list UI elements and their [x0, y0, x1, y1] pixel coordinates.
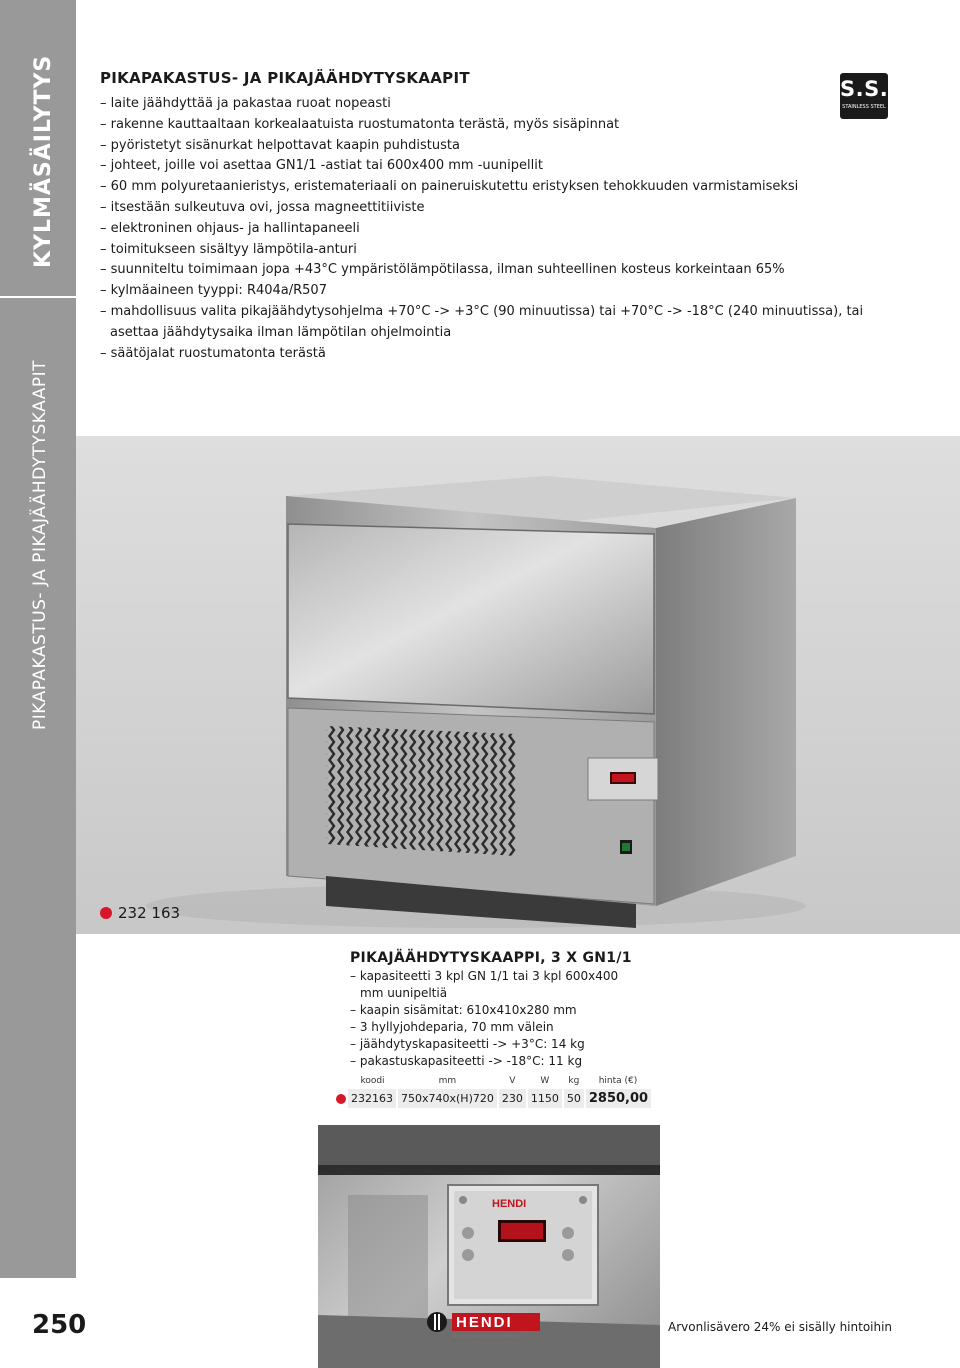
product-code-label: 232 163: [118, 904, 181, 922]
feature-item: – laite jäähdyttää ja pakastaa ruoat nopeasti: [100, 94, 870, 115]
badge-sub-text: STAINLESS STEEL: [842, 104, 886, 110]
feature-item: – pyöristetyt sisänurkat helpottavat kaapin puhdistusta: [100, 136, 870, 157]
cell-watts: 1150: [527, 1089, 563, 1108]
price-table: [348, 1076, 651, 1108]
feature-item: – johteet, joille voi asettaa GN1/1 -astiat tai 600x400 mm -uunipellit: [100, 156, 870, 177]
spec-item: – pakastuskapasiteetti -> -18°C: 11 kg: [350, 1053, 630, 1070]
hendi-logo-mark: [425, 1310, 545, 1340]
header-weight: kg: [568, 1076, 580, 1086]
feature-item: – 60 mm polyuretaanieristys, eristemateriaali on paineruiskutettu eristyksen tehokkuuden varmistamiseksi: [100, 177, 870, 198]
feature-item: – rakenne kauttaaltaan korkealaatuista ruostumatonta terästä, myös sisäpinnat: [100, 115, 870, 136]
panel-brand-text: HENDI: [492, 1198, 527, 1210]
stainless-steel-badge: [840, 73, 888, 119]
footer-brand-text: HENDI: [456, 1314, 513, 1331]
feature-item: – mahdollisuus valita pikajäähdytysohjelma +70°C -> +3°C (90 minuutissa) tai +70°C -> -18°C (240 minuutissa), tai asettaa jäähdytysaika ilman lämpötilan ohjelmointia: [100, 302, 870, 344]
product-photo: [76, 436, 960, 934]
section-title: KYLMÄSÄILYTYS: [31, 54, 56, 268]
feature-item: – elektroninen ohjaus- ja hallintapaneeli: [100, 219, 870, 240]
spec-item: – kaapin sisämitat: 610x410x280 mm: [350, 1002, 630, 1019]
product-code-dot: [100, 907, 112, 919]
table-row: [348, 1089, 651, 1108]
feature-item: – itsestään sulkeutuva ovi, jossa magneettitiiviste: [100, 198, 870, 219]
cell-voltage: 230: [498, 1089, 527, 1108]
header-price: hinta (€): [598, 1076, 638, 1086]
cell-weight: 50: [563, 1089, 585, 1108]
blast-chiller-illustration: [76, 436, 960, 934]
footer-brand-tagline: FOOD SERVICE EQUIPMENT: [452, 1334, 521, 1340]
header-dimensions: mm: [438, 1076, 457, 1086]
product-title: PIKAJÄÄHDYTYSKAAPPI, 3 X GN1/1: [350, 950, 632, 966]
feature-item: – kylmäaineen tyyppi: R404a/R507: [100, 281, 870, 302]
feature-list: [100, 94, 870, 364]
header-code: koodi: [360, 1076, 385, 1086]
cell-code: 232163: [348, 1089, 397, 1108]
spec-list: [350, 968, 630, 1070]
feature-item: – säätöjalat ruostumatonta terästä: [100, 344, 870, 365]
header-voltage: V: [509, 1076, 516, 1086]
table-header-row: [348, 1076, 651, 1089]
feature-item: – toimitukseen sisältyy lämpötila-anturi: [100, 240, 870, 261]
cell-price: 2850,00: [585, 1089, 651, 1108]
spec-item: – kapasiteetti 3 kpl GN 1/1 tai 3 kpl 600x400 mm uunipeltiä: [350, 968, 630, 1002]
page-title: PIKAPAKASTUS- JA PIKAJÄÄHDYTYSKAAPIT: [100, 69, 470, 87]
sidebar-divider: [0, 296, 76, 298]
spec-item: – 3 hyllyjohdeparia, 70 mm välein: [350, 1019, 630, 1036]
cell-dimensions: 750x740x(H)720: [397, 1089, 498, 1108]
price-row-dot: [336, 1094, 346, 1104]
hendi-logo: [425, 1310, 545, 1344]
spec-item: – jäähdytyskapasiteetti -> +3°C: 14 kg: [350, 1036, 630, 1053]
badge-main-text: S.S.: [840, 77, 889, 101]
header-watts: W: [540, 1076, 550, 1086]
vat-note: Arvonlisävero 24% ei sisälly hintoihin: [668, 1320, 893, 1334]
category-title: PIKAPAKASTUS- JA PIKAJÄÄHDYTYSKAAPIT: [30, 359, 50, 730]
feature-item: – suunniteltu toimimaan jopa +43°C ympäristölämpötilassa, ilman suhteellinen kosteus korkeintaan 65%: [100, 260, 870, 281]
page-number: 250: [32, 1310, 87, 1340]
